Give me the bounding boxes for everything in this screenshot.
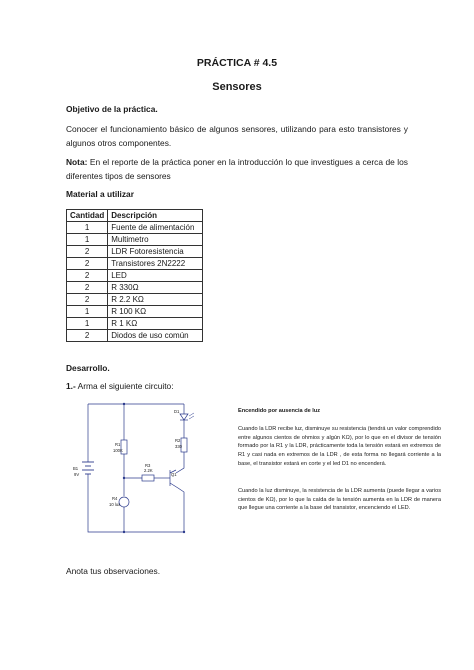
step-1-text: Arma el siguiente circuito:: [75, 381, 174, 391]
r1-value: 100K: [113, 448, 123, 453]
table-row: [67, 246, 203, 258]
description-cell: R 330Ω: [108, 282, 203, 294]
quantity-cell: 2: [67, 270, 108, 282]
table-row: [67, 306, 203, 318]
table-header-row: [67, 210, 203, 222]
quantity-cell: 2: [67, 246, 108, 258]
description-cell: Transistores 2N2222: [108, 258, 203, 270]
development-heading: Desarrollo.: [66, 363, 110, 373]
objective-text: Conocer el funcionamiento básico de algunos sensores, utilizando para esto transistores y algunos otros componentes.: [66, 124, 408, 148]
r3-resistor: [142, 475, 154, 481]
description-cell: Multimetro: [108, 234, 203, 246]
circuit-diagram: [60, 396, 204, 546]
quantity-cell: 2: [67, 258, 108, 270]
explanation-title: Encendido por ausencia de luz: [238, 408, 321, 414]
table-row: [67, 270, 203, 282]
page-subtitle: Sensores: [212, 81, 262, 93]
quantity-cell: 1: [67, 318, 108, 330]
quantity-cell: 1: [67, 222, 108, 234]
ldr-sensor: [119, 497, 129, 507]
step-1-number: 1.-: [66, 381, 76, 391]
r3-value: 2.2K: [144, 468, 153, 473]
r3-label: R3: [145, 463, 151, 468]
d1-label: D1: [174, 409, 180, 414]
r2-value: 330: [175, 444, 182, 449]
table-row: [67, 234, 203, 246]
note-paragraph: [66, 156, 408, 183]
observations-prompt: Anota tus observaciones.: [66, 566, 161, 576]
r2-label: R2: [175, 438, 181, 443]
note-label: Nota:: [66, 157, 88, 167]
quantity-cell: 1: [67, 306, 108, 318]
battery-b1: [82, 462, 94, 474]
description-cell: Diodos de uso común: [108, 330, 203, 342]
page-title: PRÁCTICA # 4.5: [196, 57, 278, 69]
column-header-description: Descripción: [108, 210, 203, 222]
q1-label: Q1: [171, 472, 177, 477]
bottom-rail-wire: [88, 476, 184, 532]
r1-label: R1: [115, 442, 121, 447]
table-row: [67, 294, 203, 306]
table-row: [67, 282, 203, 294]
table-row: [67, 222, 203, 234]
column-header-quantity: Cantidad: [67, 210, 108, 222]
description-cell: R 1 KΩ: [108, 318, 203, 330]
table-row: [67, 258, 203, 270]
materials-table: [66, 209, 203, 342]
description-cell: Fuente de alimentación: [108, 222, 203, 234]
b1-label: B1: [73, 466, 79, 471]
led-light-arrows: [189, 413, 194, 419]
note-text: En el reporte de la práctica poner en la introducción lo que investigues a cerca de los diferentes tipos de sensores: [66, 157, 408, 181]
description-cell: R 2.2 KΩ: [108, 294, 203, 306]
quantity-cell: 1: [67, 234, 108, 246]
table-row: [67, 318, 203, 330]
description-cell: LED: [108, 270, 203, 282]
r4-value: 10 lux: [109, 502, 121, 507]
quantity-cell: 2: [67, 330, 108, 342]
r4-label: R4: [112, 496, 118, 501]
description-cell: LDR Fotoresistencia: [108, 246, 203, 258]
quantity-cell: 2: [67, 282, 108, 294]
b1-value: 9V: [74, 472, 80, 477]
description-cell: R 100 KΩ: [108, 306, 203, 318]
table-row: [67, 330, 203, 342]
quantity-cell: 2: [67, 294, 108, 306]
materials-heading: Material a utilizar: [66, 189, 134, 199]
explanation-paragraph-1: Cuando la LDR recibe luz, disminuye su resistencia (tendrá un valor comprendido entre algunos cientos de ohmios y algún KΩ), por lo que en el divisor de tensión formado por la R1 y la LDR, prácticamente toda la tensión estará en extremos de R1 y casi nada en extremos de la LDR , de esta forma no llegará corriente a la base, el transistor estará en corte y el led D1 no encenderá.: [238, 426, 441, 467]
led-diode: [180, 414, 188, 420]
step-1: [66, 380, 408, 394]
explanation-paragraph-2: Cuando la luz disminuye, la resistencia de la LDR aumenta (puede llegar a varios cientos de KΩ), por lo que la caída de la tensión aumenta en la LDR de manera que llegue una corriente a la base del transistor, encenciendo el LED.: [238, 488, 441, 512]
objective-heading: Objetivo de la práctica.: [66, 104, 158, 114]
